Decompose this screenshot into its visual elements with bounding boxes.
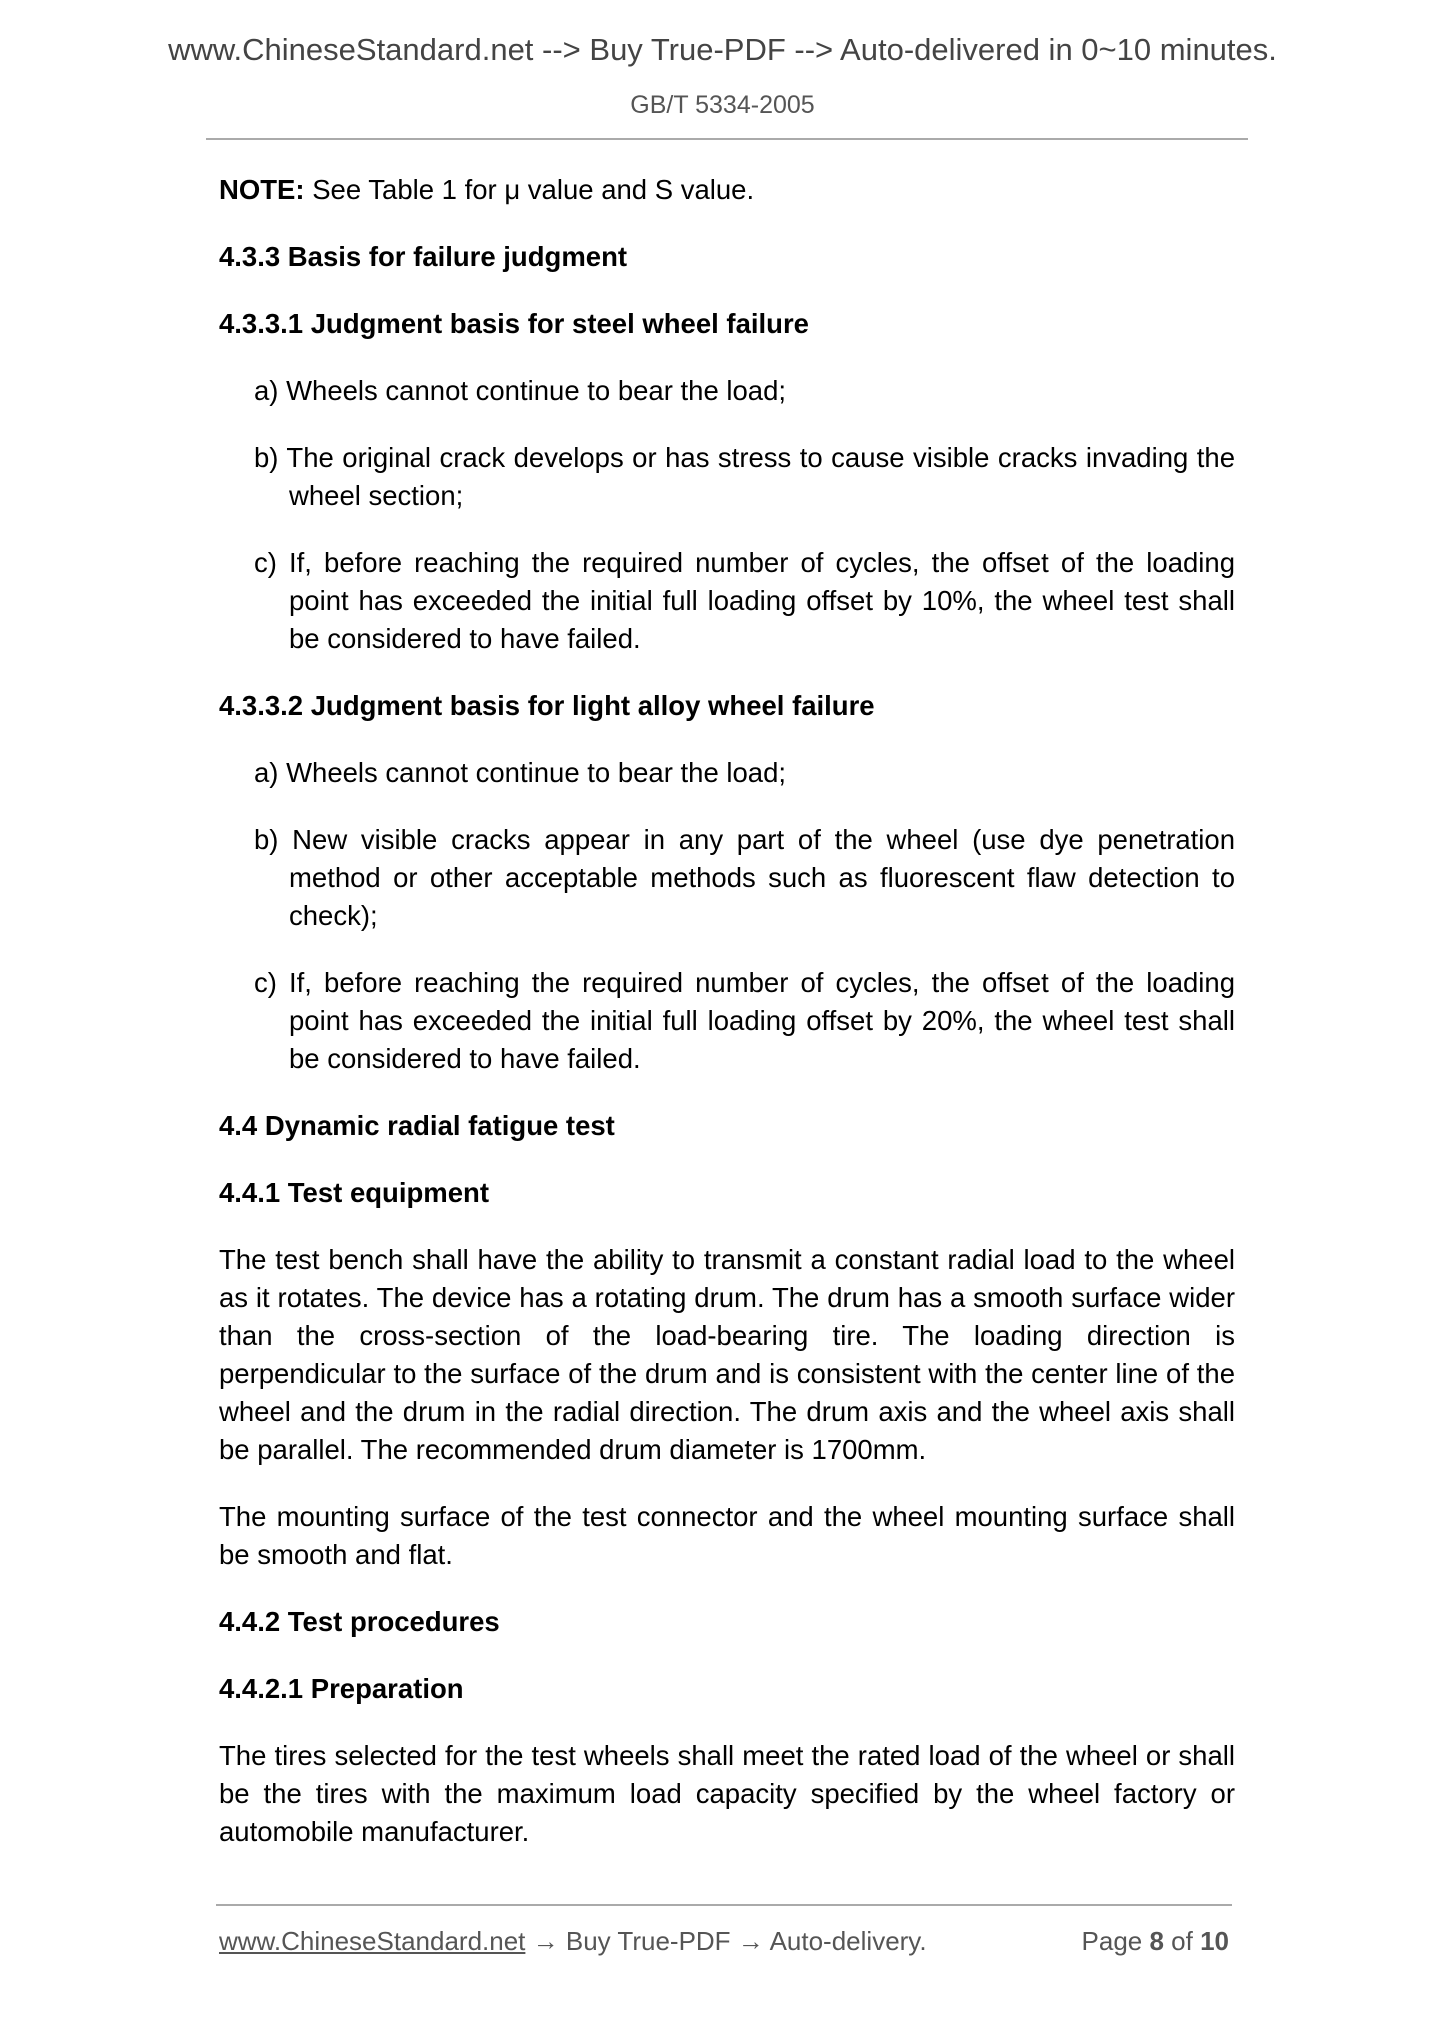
note-text: See Table 1 for μ value and S value.: [304, 174, 755, 205]
heading-4-4-2: 4.4.2 Test procedures: [219, 1606, 500, 1637]
list-item: b) The original crack develops or has stress to cause visible cracks invading the wheel section;: [254, 442, 1235, 511]
footer-text: → Buy True-PDF → Auto-delivery.: [525, 1926, 927, 1956]
list-item: b) New visible cracks appear in any part of the wheel (use dye penetration method or other acceptable methods such as fluorescent flaw detection to check);: [254, 824, 1235, 931]
paragraph: The mounting surface of the test connector and the wheel mounting surface shall be smooth and flat.: [219, 1501, 1235, 1570]
document-body: [219, 171, 1235, 1880]
page-of: of: [1163, 1926, 1201, 1956]
standard-number: GB/T 5334-2005: [630, 91, 815, 119]
list-item: c) If, before reaching the required number of cycles, the offset of the loading point has exceeded the initial full loading offset by 20%, the wheel test shall be considered to have failed.: [254, 967, 1235, 1074]
page-number: 8: [1149, 1926, 1164, 1956]
header-divider: [206, 138, 1248, 140]
heading-4-4: 4.4 Dynamic radial fatigue test: [219, 1110, 615, 1141]
list-item: a) Wheels cannot continue to bear the load;: [254, 757, 787, 788]
list-item: a) Wheels cannot continue to bear the load;: [254, 375, 787, 406]
note-label: NOTE:: [219, 174, 305, 205]
note: [219, 171, 1235, 209]
footer-link[interactable]: www.ChineseStandard.net: [219, 1926, 526, 1956]
page-label: Page: [1081, 1926, 1150, 1956]
heading-4-4-1: 4.4.1 Test equipment: [219, 1177, 489, 1208]
page-total: 10: [1200, 1926, 1229, 1956]
heading-4-3-3-2: 4.3.3.2 Judgment basis for light alloy wheel failure: [219, 690, 875, 721]
header-banner: www.ChineseStandard.net --> Buy True-PDF --> Auto-delivered in 0~10 minutes.: [168, 32, 1277, 67]
heading-4-3-3-1: 4.3.3.1 Judgment basis for steel wheel failure: [219, 308, 809, 339]
footer-divider: [216, 1904, 1232, 1906]
footer: [219, 1926, 1229, 1957]
heading-4-3-3: 4.3.3 Basis for failure judgment: [219, 241, 628, 272]
list-item: c) If, before reaching the required number of cycles, the offset of the loading point has exceeded the initial full loading offset by 10%, the wheel test shall be considered to have failed.: [254, 547, 1235, 654]
paragraph: The tires selected for the test wheels shall meet the rated load of the wheel or shall be the tires with the maximum load capacity specified by the wheel factory or automobile manufacturer.: [219, 1740, 1235, 1847]
paragraph: The test bench shall have the ability to transmit a constant radial load to the wheel as it rotates. The device has a rotating drum. The drum has a smooth surface wider than the cross-section of the load-bearing tire. The loading direction is perpendicular to the surface of the drum and is consistent with the center line of the wheel and the drum in the radial direction. The drum axis and the wheel axis shall be parallel. The recommended drum diameter is 1700mm.: [219, 1244, 1235, 1465]
heading-4-4-2-1: 4.4.2.1 Preparation: [219, 1673, 464, 1704]
page-indicator: [1082, 1926, 1229, 1957]
